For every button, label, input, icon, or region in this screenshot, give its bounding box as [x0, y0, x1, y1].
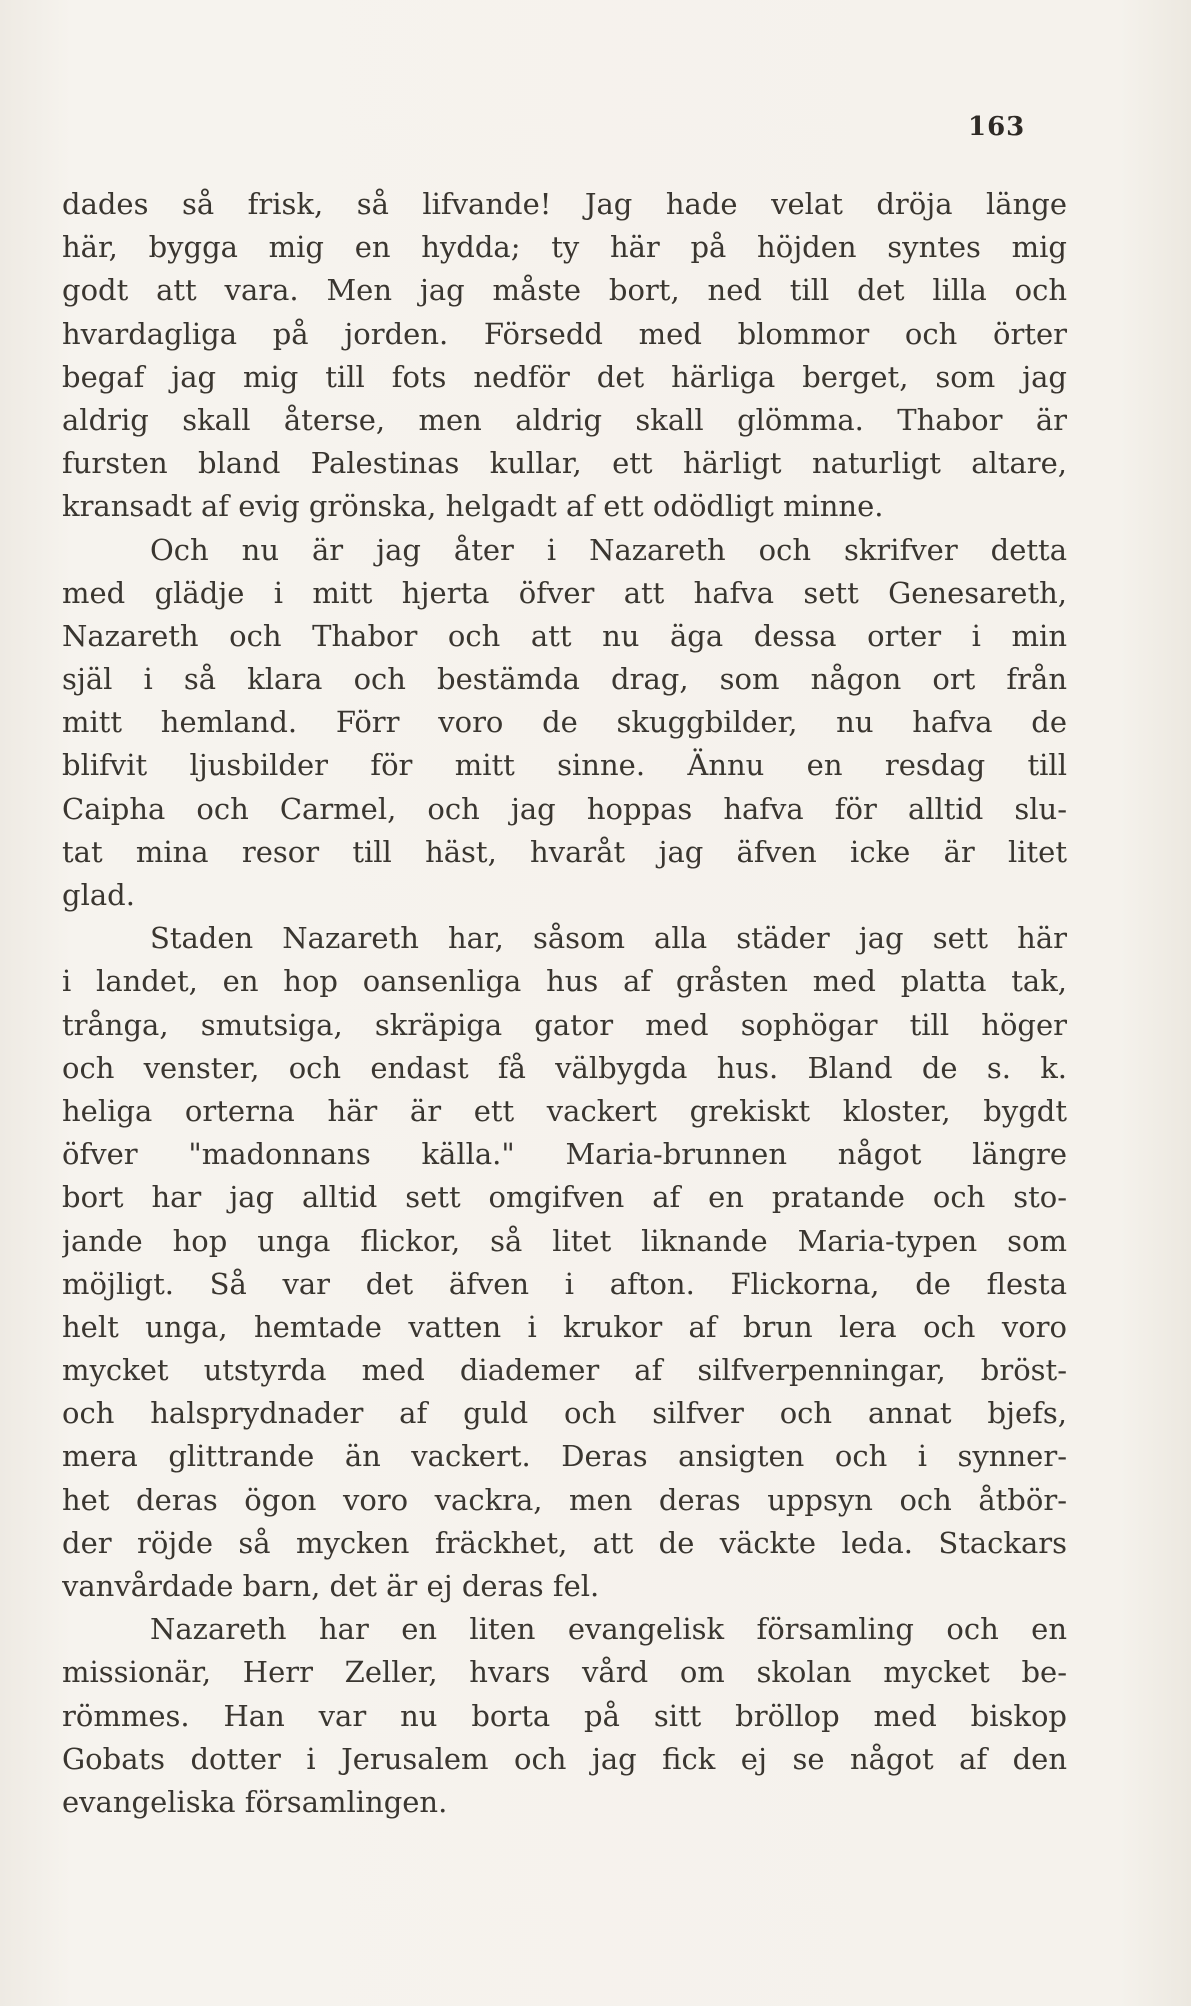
- text-line: mitt hemland. Förr voro de skuggbilder, nu hafva de: [62, 705, 1067, 740]
- text-line: godt att vara. Men jag måste bort, ned till det lilla och: [62, 273, 1067, 308]
- text-line: möjligt. Så var det äfven i afton. Flickorna, de flesta: [62, 1266, 1067, 1301]
- text-line: här, bygga mig en hydda; ty här på höjden syntes mig: [62, 230, 1067, 265]
- text-line: Caipha och Carmel, och jag hoppas hafva för alltid slu-: [62, 791, 1067, 826]
- text-line: hvardagliga på jorden. Försedd med blommor och örter: [62, 316, 1067, 351]
- text-line: trånga, smutsiga, skräpiga gator med sophögar till höger: [62, 1007, 1067, 1042]
- text-line: dades så frisk, så lifvande! Jag hade velat dröja länge: [62, 187, 1067, 221]
- page-number: 163: [968, 112, 1026, 142]
- text-line: Staden Nazareth har, såsom alla städer jag sett här: [150, 921, 1067, 956]
- text-line: blifvit ljusbilder för mitt sinne. Ännu en resdag till: [62, 748, 1067, 783]
- text-line: helt unga, hemtade vatten i krukor af brun lera och voro: [62, 1309, 1067, 1344]
- text-line: Nazareth har en liten evangelisk församling och en: [150, 1612, 1067, 1647]
- text-line: bort har jag alltid sett omgifven af en pratande och sto-: [62, 1180, 1067, 1215]
- text-line: kransadt af evig grönska, helgadt af ett odödligt minne.: [62, 489, 884, 524]
- text-line: heliga orterna här är ett vackert grekiskt kloster, bygdt: [62, 1093, 1067, 1128]
- text-line: Gobats dotter i Jerusalem och jag fick ej se något af den: [62, 1741, 1067, 1776]
- text-line: aldrig skall återse, men aldrig skall glömma. Thabor är: [62, 402, 1067, 437]
- text-line: vanvårdade barn, det är ej deras fel.: [62, 1569, 600, 1603]
- text-line: fursten bland Palestinas kullar, ett härligt naturligt altare,: [62, 446, 1067, 481]
- text-line: mera glittrande än vackert. Deras ansigten och i synner-: [62, 1439, 1067, 1474]
- text-line: het deras ögon voro vackra, men deras uppsyn och åtbör-: [62, 1482, 1067, 1517]
- text-line: och halsprydnader af guld och silfver och annat bjefs,: [62, 1396, 1067, 1431]
- text-line: öfver "madonnans källa." Maria-brunnen något längre: [62, 1137, 1067, 1172]
- text-line: evangeliska församlingen.: [62, 1784, 448, 1819]
- text-line: mycket utstyrda med diademer af silfverpenningar, bröst-: [62, 1353, 1067, 1388]
- text-line: römmes. Han var nu borta på sitt bröllop med biskop: [62, 1698, 1067, 1733]
- text-line: med glädje i mitt hjerta öfver att hafva sett Genesareth,: [62, 575, 1067, 610]
- text-line: jande hop unga flickor, så litet liknande Maria-typen som: [62, 1223, 1067, 1258]
- text-line: begaf jag mig till fots nedför det härliga berget, som jag: [62, 359, 1067, 394]
- text-line: Och nu är jag åter i Nazareth och skrifver detta: [150, 532, 1067, 567]
- text-line: i landet, en hop oansenliga hus af gråsten med platta tak,: [62, 964, 1067, 999]
- body-text: [62, 183, 1067, 1824]
- text-line: missionär, Herr Zeller, hvars vård om skolan mycket be-: [62, 1655, 1067, 1690]
- text-line: der röjde så mycken fräckhet, att de väckte leda. Stackars: [62, 1525, 1067, 1560]
- text-line: glad.: [62, 878, 135, 912]
- text-line: Nazareth och Thabor och att nu äga dessa orter i min: [62, 618, 1067, 653]
- text-line: själ i så klara och bestämda drag, som någon ort från: [62, 662, 1067, 697]
- text-line: tat mina resor till häst, hvaråt jag äfven icke är litet: [62, 834, 1067, 869]
- text-line: och venster, och endast få välbygda hus. Bland de s. k.: [62, 1050, 1067, 1085]
